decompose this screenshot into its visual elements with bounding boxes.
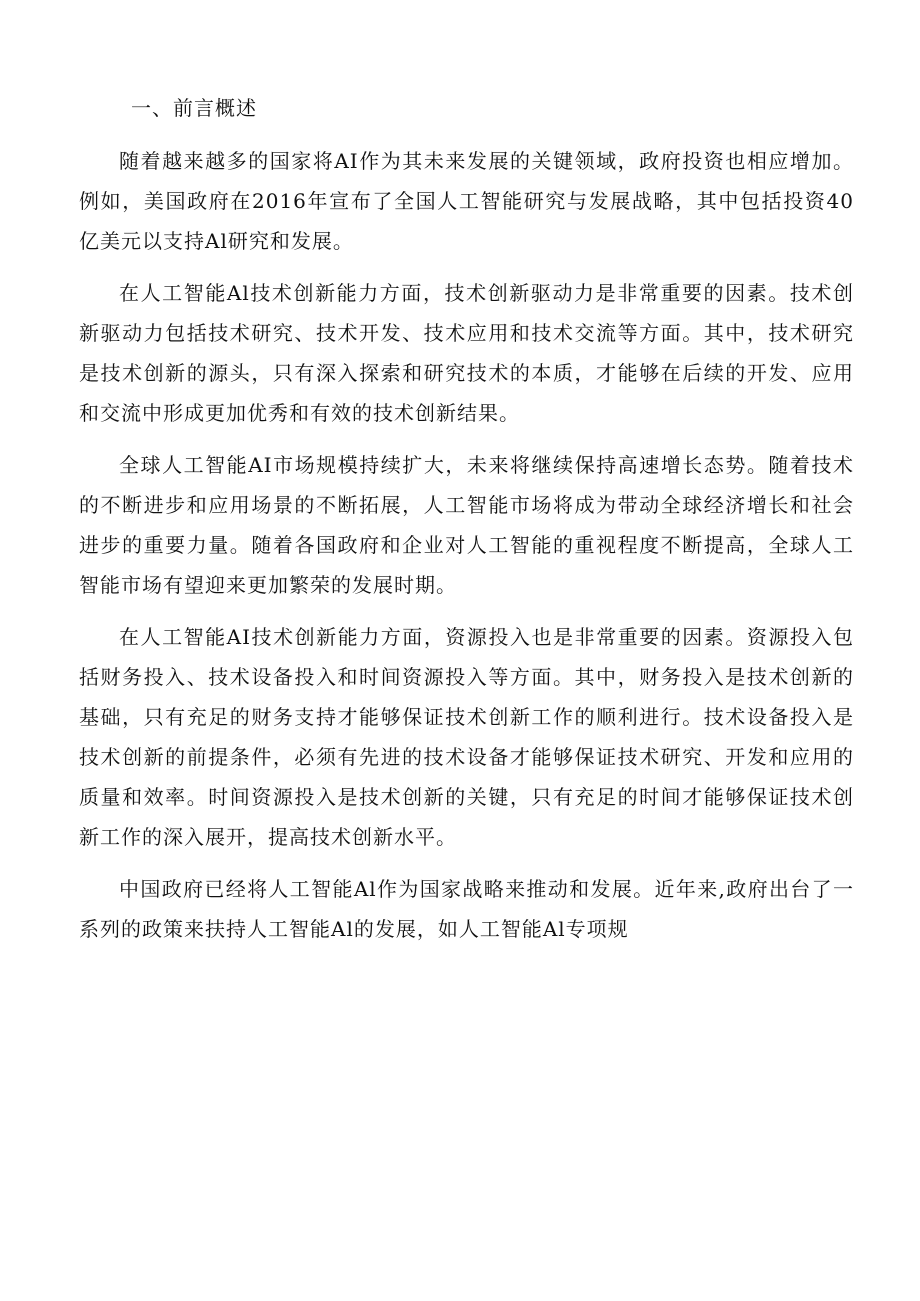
paragraph-government-investment: 随着越来越多的国家将AI作为其未来发展的关键领域，政府投资也相应增加。例如，美国政府在2016年宣布了全国人工智能研究与发展战略，其中包括投资40亿美元以支持Al研究和发展。 [79, 149, 854, 253]
paragraph-innovation-drivers: 在人工智能Al技术创新能力方面，技术创新驱动力是非常重要的因素。技术创新驱动力包括技术研究、技术开发、技术应用和技术交流等方面。其中，技术研究是技术创新的源头，只有深入探索和研究技术的本质，才能够在后续的开发、应用和交流中形成更加优秀和有效的技术创新结果。 [79, 281, 854, 425]
paragraph-resource-input: 在人工智能AI技术创新能力方面，资源投入也是非常重要的因素。资源投入包括财务投入、技术设备投入和时间资源投入等方面。其中，财务投入是技术创新的基础，只有充足的财务支持才能够保证技术创新工作的顺利进行。技术设备投入是技术创新的前提条件，必须有先进的技术设备才能够保证技术研究、开发和应用的质量和效率。时间资源投入是技术创新的关键，只有充足的时间才能够保证技术创新工作的深入展开，提高技术创新水平。 [79, 625, 854, 849]
paragraph-china-strategy: 中国政府已经将人工智能Al作为国家战略来推动和发展。近年来,政府出台了一系列的政策来扶持人工智能Al的发展，如人工智能Al专项规 [79, 877, 854, 941]
paragraph-global-market: 全球人工智能AI市场规模持续扩大，未来将继续保持高速增长态势。随着技术的不断进步和应用场景的不断拓展，人工智能市场将成为带动全球经济增长和社会进步的重要力量。随着各国政府和企业对人工智能的重视程度不断提高，全球人工智能市场有望迎来更加繁荣的发展时期。 [79, 453, 854, 597]
document-page [79, 88, 854, 961]
section-heading: 一、前言概述 [131, 96, 257, 120]
